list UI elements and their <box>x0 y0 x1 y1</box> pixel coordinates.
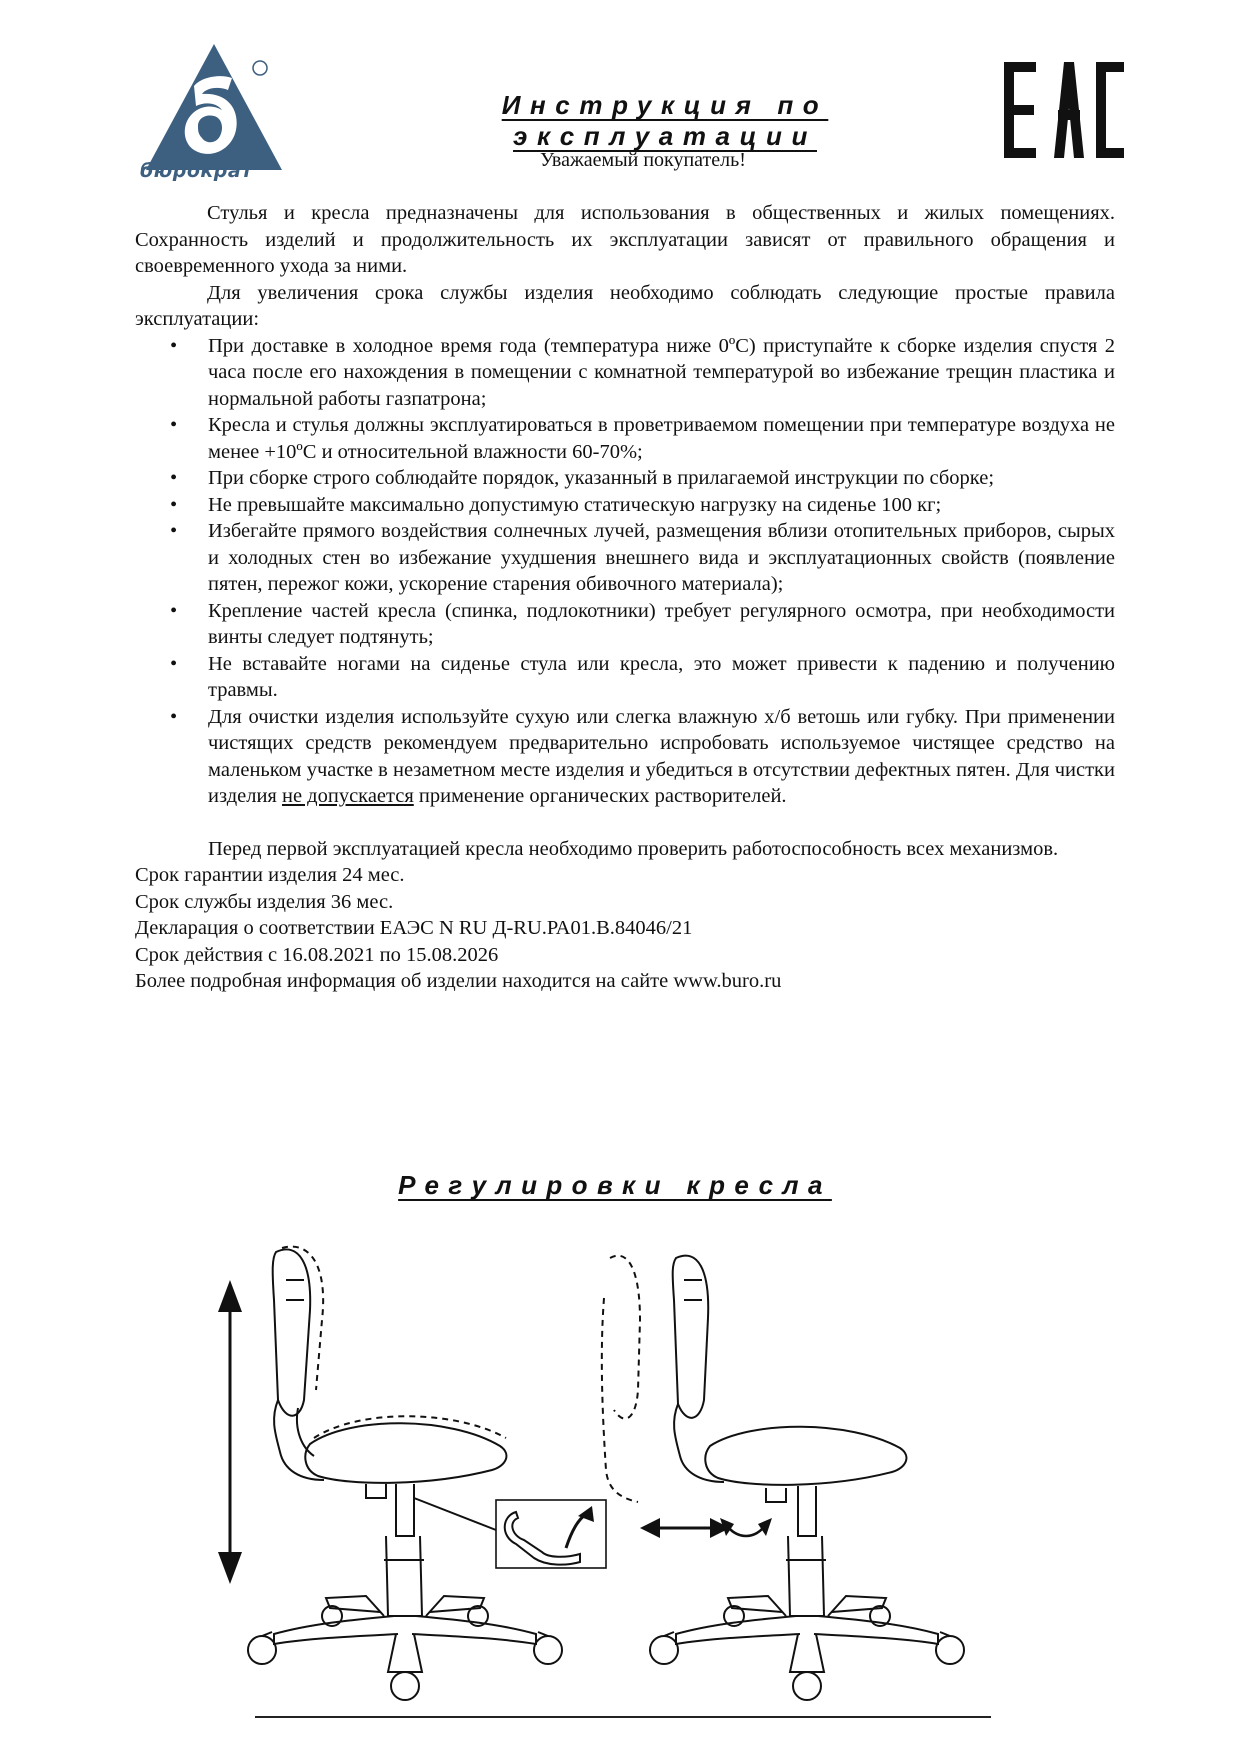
rules-intro-paragraph: Для увеличения срока службы изделия необходимо соблюдать следующие простые правила эксплуатации: <box>135 281 1115 330</box>
intro-paragraph: Стулья и кресла предназначены для использования в общественных и жилых помещениях. Сохранность изделий и продолжительность их эксплуатации зависят от правильного обращения и своевременного ухода за ними. <box>135 202 1115 277</box>
logo-wordmark: бюрократ <box>140 160 253 182</box>
underlined-warning: не допускается <box>281 785 414 807</box>
rule-item-cleaning: • Для очистки изделия используйте сухую или слегка влажную х/б ветошь или губку. При применении чистящих средств рекомендуем предварительно испробовать используемое чистящее средство на маленьком участке в незаметном месте изделия и убедиться в отсутствии дефектных пятен. Для чистки изделия не допускается применение органических растворителей. <box>170 705 1115 807</box>
chair-adjustments-illustration <box>200 1240 1100 1720</box>
service-life-line: Срок службы изделия 36 мес. <box>135 890 394 913</box>
chair-height-adjustment <box>218 1247 606 1700</box>
declaration-line: Декларация о соответствии ЕАЭС N RU Д-RU.РА01.В.84046/21 <box>135 917 693 939</box>
first-use-note: Перед первой эксплуатацией кресла необходимо проверить работоспособность всех механизмов. <box>208 837 1059 860</box>
chair-backrest-adjustment <box>602 1256 964 1700</box>
bullet: • <box>170 334 178 357</box>
rule-item: • При доставке в холодное время года (температура ниже 0ºС) приступайте к сборке изделия спустя 2 часа после его нахождения в помещении с комнатной температурой во избежание трещин пластика и нормальной работы газпатрона; <box>170 334 1115 410</box>
rule-item: • При сборке строго соблюдайте порядок, указанный в прилагаемой инструкции по сборке; <box>135 465 1115 492</box>
eac-certification-mark <box>1004 62 1124 158</box>
adjustments-title: Регулировки кресла <box>398 1170 832 1200</box>
bullet: • <box>170 599 178 622</box>
bullet: • <box>170 467 178 489</box>
greeting: Уважаемый покупатель! <box>540 149 746 171</box>
product-info <box>135 862 1115 995</box>
page-title: Инструкция по эксплуатации <box>501 90 829 151</box>
bullet: • <box>170 414 178 436</box>
rule-item: • Кресла и стулья должны эксплуатироваться в проветриваемом помещении при температуре воздуха не менее +10ºС и относительной влажности 60-70%; <box>170 414 1115 463</box>
bottom-divider <box>255 1716 991 1718</box>
validity-line: Срок действия с 16.08.2021 по 15.08.2026 <box>135 943 499 966</box>
bullet: • <box>170 493 178 516</box>
rule-item: • Не превышайте максимально допустимую статическую нагрузку на сиденье 100 кг; <box>135 492 1115 519</box>
bullet: • <box>170 705 178 728</box>
more-info-line: Более подробная информация об изделии находится на сайте www.buro.ru <box>135 970 782 992</box>
rule-item: • Крепление частей кресла (спинка, подлокотники) требует регулярного осмотра, при необходимости винты следует подтянуть; <box>170 599 1115 648</box>
rule-item: • Избегайте прямого воздействия солнечных лучей, размещения вблизи отопительных приборов, сырых и холодных стен во избежание ухудшения внешнего вида и эксплуатационных свойств (появление пятен, пережог кожи, ускорение старения обивочного материала); <box>170 520 1115 595</box>
bullet: • <box>170 520 178 542</box>
bullet: • <box>170 652 178 675</box>
rules-list <box>135 333 1115 810</box>
instruction-body <box>135 200 1115 995</box>
rule-item: • Не вставайте ногами на сиденье стула или кресла, это может привести к падению и получению травмы. <box>170 652 1115 701</box>
warranty-line: Срок гарантии изделия 24 мес. <box>135 864 405 886</box>
